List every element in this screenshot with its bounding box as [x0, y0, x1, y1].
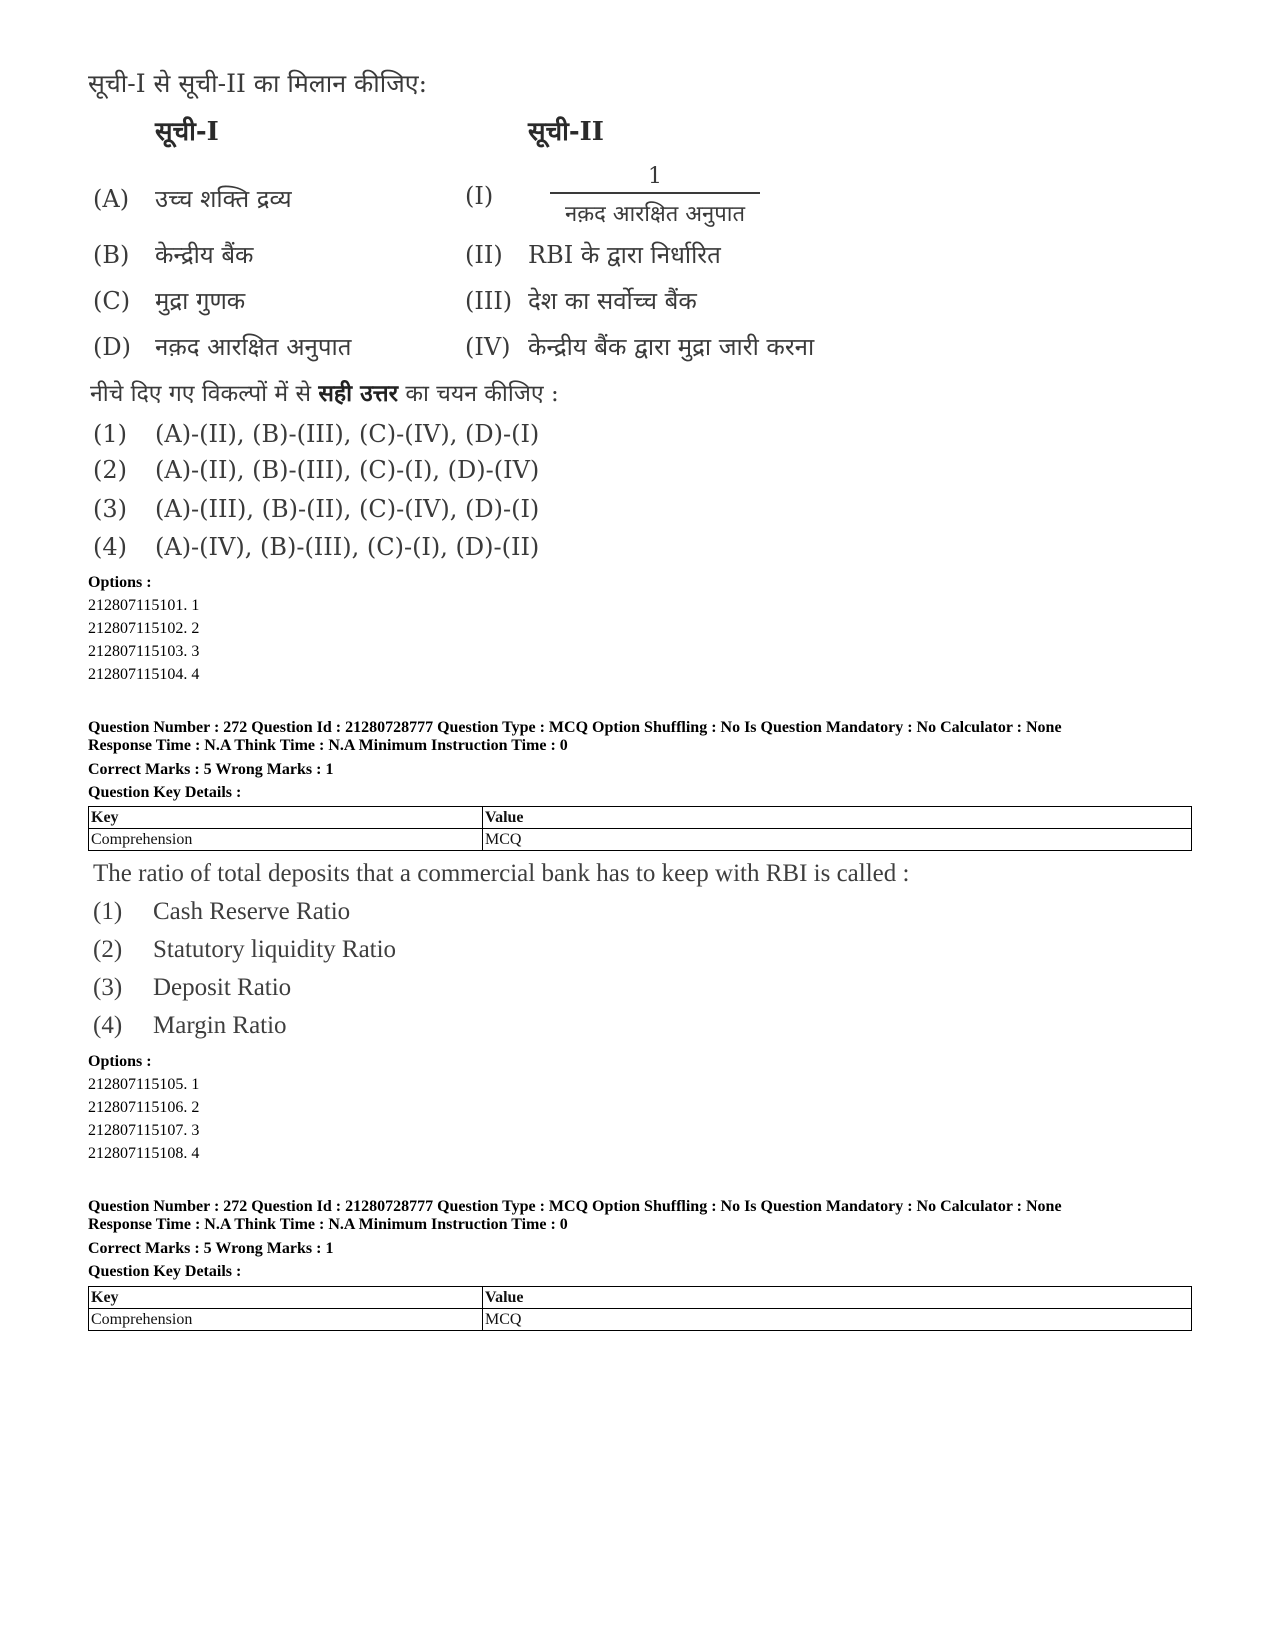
list1-header: सूची-I: [155, 117, 219, 147]
option-id: 212807115105. 1: [88, 1076, 200, 1093]
choice-item: (4) (A)-(IV), (B)-(III), (C)-(I), (D)-(II): [93, 533, 540, 561]
option-id: 212807115104. 4: [88, 666, 200, 683]
table-header-key: Key: [89, 1287, 483, 1309]
table-header-value: Value: [483, 807, 1192, 829]
question-meta-line: Response Time : N.A Think Time : N.A Minimum Instruction Time : 0: [88, 1216, 568, 1233]
list2-item-label: (I): [465, 182, 494, 210]
option-id: 212807115101. 1: [88, 597, 200, 614]
option-id: 212807115103. 3: [88, 643, 200, 660]
key-details-label: Question Key Details :: [88, 784, 242, 801]
choice-item: (1) Cash Reserve Ratio: [93, 898, 351, 925]
question-text: The ratio of total deposits that a commercial bank has to keep with RBI is called :: [93, 860, 910, 887]
option-id: 212807115106. 2: [88, 1099, 200, 1116]
table-cell-value: MCQ: [483, 829, 1192, 851]
table-cell-key: Comprehension: [89, 829, 483, 851]
list2-item: (III) देश का सर्वोच्च बैंक: [465, 287, 697, 315]
fraction-numerator: 1: [648, 164, 662, 189]
table-header-row: [89, 1287, 1192, 1309]
list2-item: (II) RBI के द्वारा निर्धारित: [465, 241, 721, 269]
option-id: 212807115107. 3: [88, 1122, 200, 1139]
choice-item: (1) (A)-(II), (B)-(III), (C)-(IV), (D)-(I): [93, 420, 540, 448]
choice-item: (3) (A)-(III), (B)-(II), (C)-(IV), (D)-(I): [93, 495, 540, 523]
question-meta-line: Question Number : 272 Question Id : 21280728777 Question Type : MCQ Option Shuffling : No Is Question Mandatory : No Calculator : None: [88, 719, 1062, 736]
marks-line: Correct Marks : 5 Wrong Marks : 1: [88, 1240, 334, 1257]
question-meta-line: Response Time : N.A Think Time : N.A Minimum Instruction Time : 0: [88, 737, 568, 754]
list2-header: सूची-II: [528, 117, 604, 147]
marks-line: Correct Marks : 5 Wrong Marks : 1: [88, 761, 334, 778]
table-cell-key: Comprehension: [89, 1309, 483, 1331]
list1-item: (D) नक़द आरक्षित अनुपात: [93, 333, 352, 361]
select-instruction: नीचे दिए गए विकल्पों में से सही उत्तर का चयन कीजिए :: [90, 380, 559, 407]
key-details-label: Question Key Details :: [88, 1263, 242, 1280]
fraction-denominator: नक़द आरक्षित अनुपात: [564, 202, 746, 227]
options-label: Options :: [88, 574, 152, 591]
fraction-bar: [550, 192, 760, 194]
list1-item: (B) केन्द्रीय बैंक: [93, 241, 254, 269]
choice-item: (4) Margin Ratio: [93, 1012, 287, 1039]
choice-item: (2) Statutory liquidity Ratio: [93, 936, 397, 963]
option-id: 212807115102. 2: [88, 620, 200, 637]
cash-reserve-fraction: [550, 164, 760, 228]
table-row: [89, 1309, 1192, 1331]
table-header-value: Value: [483, 1287, 1192, 1309]
key-details-table: [88, 1286, 1192, 1331]
table-row: [89, 829, 1192, 851]
table-header-row: [89, 807, 1192, 829]
option-id: 212807115108. 4: [88, 1145, 200, 1162]
table-cell-value: MCQ: [483, 1309, 1192, 1331]
table-header-key: Key: [89, 807, 483, 829]
choice-item: (2) (A)-(II), (B)-(III), (C)-(I), (D)-(IV): [93, 456, 540, 484]
match-instruction: सूची-I से सूची-II का मिलान कीजिए:: [88, 69, 428, 98]
question-meta-line: Question Number : 272 Question Id : 21280728777 Question Type : MCQ Option Shuffling : No Is Question Mandatory : No Calculator : None: [88, 1198, 1062, 1215]
list1-item: (A) उच्च शक्ति द्रव्य: [93, 185, 292, 213]
list1-item: (C) मुद्रा गुणक: [93, 287, 246, 315]
list2-item: (IV) केन्द्रीय बैंक द्वारा मुद्रा जारी करना: [465, 333, 815, 361]
key-details-table: [88, 806, 1192, 851]
choice-item: (3) Deposit Ratio: [93, 974, 292, 1001]
options-label: Options :: [88, 1053, 152, 1070]
